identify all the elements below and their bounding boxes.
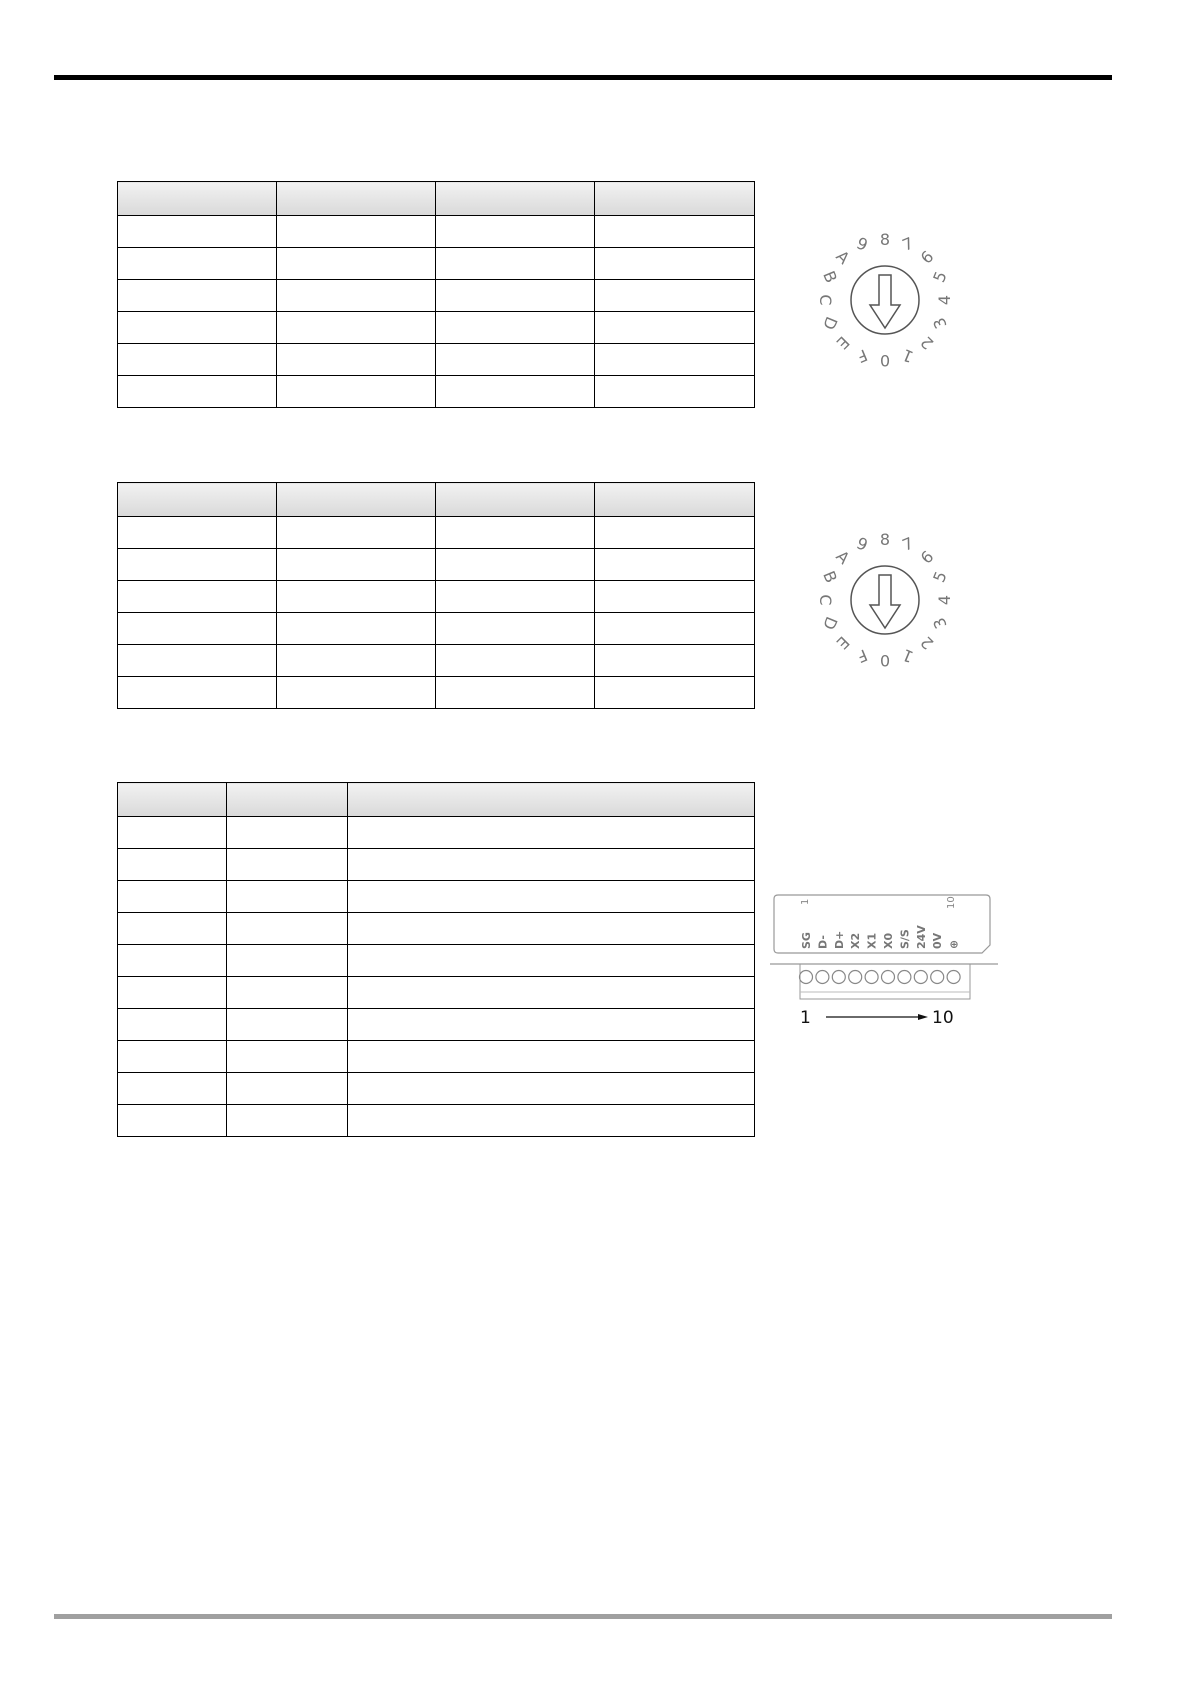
table-cell [595,344,755,376]
table-cell [595,581,755,613]
table-row [118,645,755,677]
dial-label: D [818,613,842,633]
dial-label: A [832,246,854,268]
table-cell [118,881,227,913]
table-cell [436,248,595,280]
dial-label: 5 [929,568,951,586]
table-row [118,344,755,376]
terminal-pin-hole [882,971,895,984]
dial-label: 3 [929,314,951,332]
table-cell [436,312,595,344]
table-cell [227,977,348,1009]
table-cell [595,613,755,645]
dial-label: 1 [899,645,917,667]
terminal-pin-label: X1 [865,932,879,949]
table-cell [348,1009,755,1041]
header-rule [54,75,1112,80]
dial-label: B [819,268,841,286]
table-cell [118,1105,227,1137]
table-header-cell [436,182,595,216]
dial-label: C [816,594,835,606]
table-cell [227,1009,348,1041]
table-cell [118,248,277,280]
table-cell [277,312,436,344]
pin-first-number: 1 [800,898,811,905]
table-cell [227,817,348,849]
dial-label: 6 [916,246,938,268]
table-cell [436,280,595,312]
table-cell [348,913,755,945]
rotary-switch-figure-1 [805,220,975,395]
table-cell [227,945,348,977]
dial-label: E [832,332,854,354]
terminal-pin-label: ⊕ [947,939,961,949]
table-header-row [118,783,755,817]
table-cell [277,216,436,248]
table-cell [277,581,436,613]
rotary-switch-icon [805,520,975,690]
table-cell [348,849,755,881]
table-header-cell [118,483,277,517]
dial-label: 4 [935,294,954,306]
terminal-pin-hole [947,971,960,984]
table-cell [436,216,595,248]
table-cell [595,248,755,280]
table-header-cell [348,783,755,817]
dial-label: 9 [853,533,871,555]
terminal-pin-label: 24V [914,925,928,949]
table-cell [227,849,348,881]
rotary-switch-figure-2 [805,520,975,695]
dial-label: 8 [879,230,891,249]
terminal-block-figure [768,893,1008,1048]
table-cell [118,216,277,248]
pin-last-number: 10 [946,896,957,909]
table-row [118,913,755,945]
table-cell [277,280,436,312]
table-row [118,1073,755,1105]
table-cell [436,613,595,645]
table-cell [227,1041,348,1073]
arrow-end-label: 10 [932,1008,954,1028]
dial-label: 8 [879,530,891,549]
terminal-pin-hole [800,971,813,984]
table-3 [117,782,755,1137]
terminal-pin-label: X0 [882,932,895,949]
table-cell [118,945,227,977]
table-row [118,677,755,709]
table-cell [277,677,436,709]
terminal-pin-hole [931,971,944,984]
table-cell [118,1009,227,1041]
terminal-pin-label: D+ [832,930,846,949]
table-cell [595,645,755,677]
table-row [118,216,755,248]
dial-label: F [854,345,871,367]
table-cell [277,645,436,677]
table-row [118,613,755,645]
dial-label: 5 [929,268,951,286]
table-cell [118,344,277,376]
table-row [118,1041,755,1073]
terminal-pin-label: SG [800,932,813,949]
table-row [118,881,755,913]
dial-label: D [818,313,842,333]
table-cell [595,312,755,344]
terminal-pin-hole [865,971,878,984]
table-cell [118,613,277,645]
table-cell [595,549,755,581]
table-cell [118,817,227,849]
table-cell [595,280,755,312]
table-cell [118,312,277,344]
dial-label: 0 [879,351,891,370]
table-cell [277,549,436,581]
table-header-row [118,182,755,216]
table-row [118,1009,755,1041]
table-cell [118,549,277,581]
terminal-pin-hole [816,971,829,984]
table-cell [348,1073,755,1105]
dial-label: 3 [929,614,951,632]
table-cell [436,517,595,549]
table-row [118,581,755,613]
terminal-pin-label: S/S [898,929,912,949]
table-header-cell [436,483,595,517]
dial-label: 6 [916,546,938,568]
table-cell [277,248,436,280]
table-header-cell [277,182,436,216]
table-row [118,849,755,881]
table-cell [348,881,755,913]
table-cell [595,376,755,408]
table-row [118,1105,755,1137]
dial-label: E [832,632,854,654]
table-cell [436,549,595,581]
rotary-switch-icon [805,220,975,390]
table-cell [436,376,595,408]
table-cell [595,517,755,549]
dial-label: 2 [916,632,938,654]
table-cell [227,1073,348,1105]
table-cell [277,613,436,645]
terminal-pin-label: D- [816,935,830,949]
table-cell [595,677,755,709]
table-cell [118,376,277,408]
table-row [118,376,755,408]
table-header-row [118,483,755,517]
table-cell [118,645,277,677]
arrow-start-label: 1 [800,1008,811,1028]
table-header-cell [595,483,755,517]
table-cell [348,945,755,977]
table-cell [118,977,227,1009]
table-cell [118,849,227,881]
table-row [118,817,755,849]
dial-label: C [816,294,835,306]
table-header-cell [118,783,227,817]
table-header-cell [118,182,277,216]
table-cell [118,913,227,945]
table-cell [118,517,277,549]
dial-label: 2 [916,332,938,354]
table-cell [227,881,348,913]
dial-label: 7 [899,533,917,555]
terminal-pin-hole [849,971,862,984]
table-2 [117,482,755,709]
table-cell [227,913,348,945]
table-header-cell [277,483,436,517]
dial-label: 0 [879,651,891,670]
table-cell [277,376,436,408]
dial-label: 4 [935,594,954,606]
dial-label: A [832,546,854,568]
terminal-block-icon [768,893,1008,1043]
table-cell [348,1105,755,1137]
table-cell [277,344,436,376]
table-row [118,248,755,280]
footer-rule [54,1614,1112,1619]
terminal-pin-hole [832,971,845,984]
table-cell [118,1073,227,1105]
dial-label: B [819,568,841,586]
table-cell [277,517,436,549]
table-row [118,549,755,581]
terminal-pin-hole [914,971,927,984]
dial-label: 9 [853,233,871,255]
table-header-cell [227,783,348,817]
table-row [118,312,755,344]
table-cell [348,817,755,849]
table-cell [436,344,595,376]
table-cell [436,677,595,709]
table-row [118,517,755,549]
table-1 [117,181,755,408]
table-row [118,280,755,312]
terminal-pin-label: 0V [931,932,945,949]
table-cell [348,1041,755,1073]
table-cell [118,581,277,613]
table-cell [227,1105,348,1137]
table-cell [436,581,595,613]
terminal-pin-hole [898,971,911,984]
table-cell [118,280,277,312]
table-cell [118,1041,227,1073]
table-row [118,977,755,1009]
terminal-pin-label: X2 [849,932,863,949]
table-row [118,945,755,977]
table-cell [436,645,595,677]
table-cell [595,216,755,248]
dial-label: 7 [899,233,917,255]
table-cell [118,677,277,709]
table-cell [348,977,755,1009]
dial-label: 1 [899,345,917,367]
table-header-cell [595,182,755,216]
dial-label: F [854,645,871,667]
